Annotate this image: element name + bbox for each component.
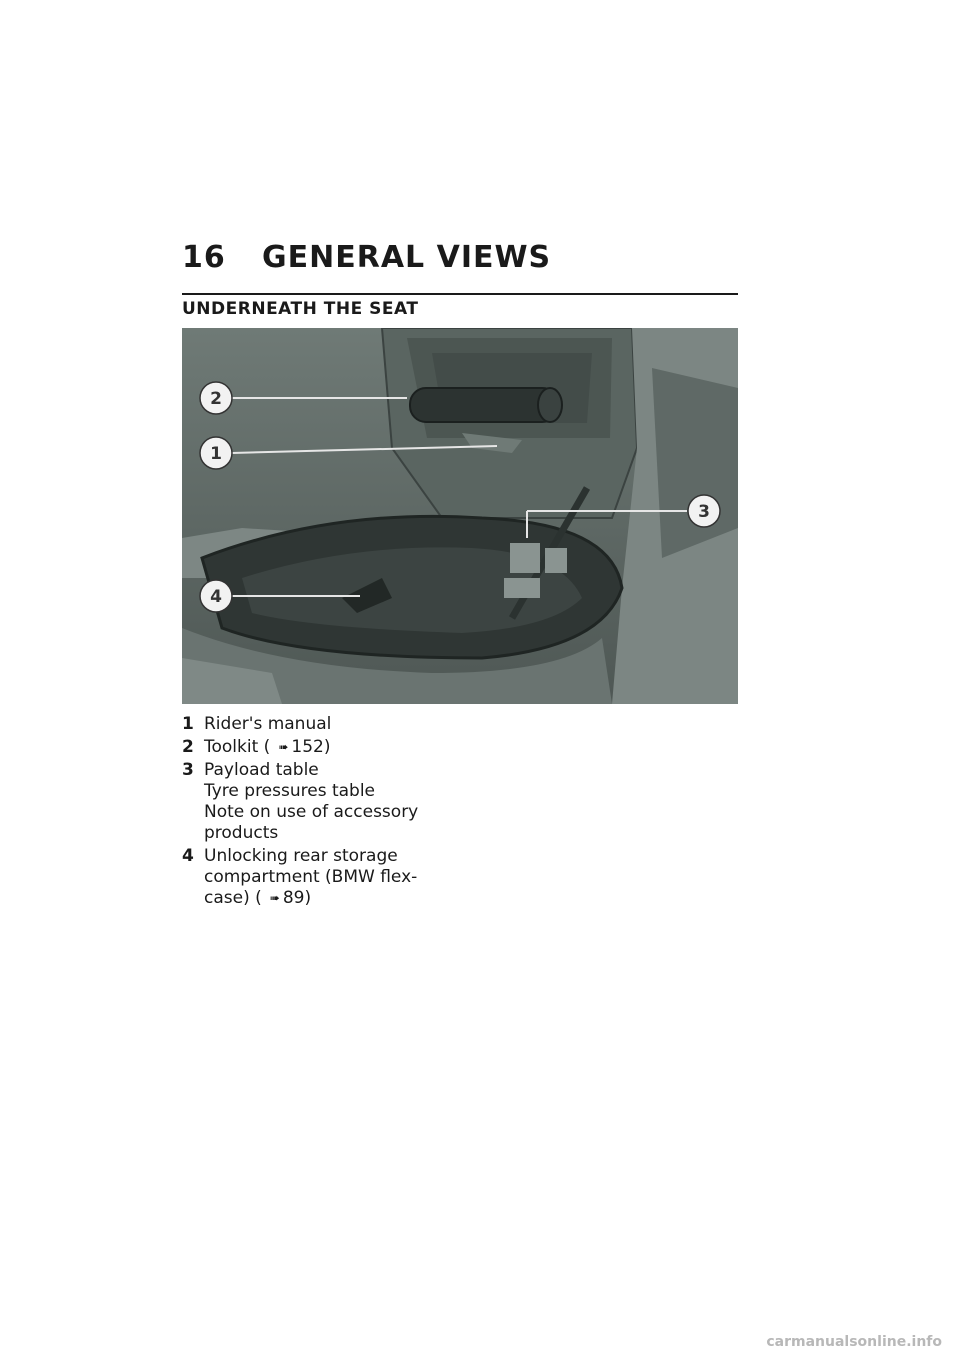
legend-item-4 (182, 846, 482, 909)
legend-number: 3 (182, 760, 194, 780)
callout-1 (200, 437, 232, 469)
callout-4 (200, 580, 232, 612)
legend-text: case) (204, 888, 250, 908)
legend-text: Toolkit (204, 737, 259, 757)
legend-text: Tyre pressures table (204, 781, 376, 801)
page-number: 16 (182, 240, 226, 275)
legend-text: Payload table (204, 760, 319, 780)
legend-text: Unlocking rear storage (204, 846, 398, 866)
page-reference[interactable]: ( ➠ 89) (255, 888, 312, 908)
header-rule (182, 293, 738, 295)
arrow-right-icon: ➠ (269, 891, 280, 905)
page-reference[interactable]: ( ➠ 152) (263, 737, 331, 757)
legend-text: Note on use of accessory (204, 802, 419, 822)
legend-text: Rider's manual (204, 714, 332, 734)
legend-number: 4 (182, 846, 194, 866)
watermark: carmanualsonline.info (766, 1334, 942, 1350)
legend-list (182, 714, 482, 911)
callout-2 (200, 382, 232, 414)
legend-text: products (204, 823, 279, 843)
legend-text: compartment (BMW flex- (204, 867, 418, 887)
chapter-title: GENERAL VIEWS (262, 240, 552, 275)
legend-item-1 (182, 714, 482, 735)
callout-3 (688, 495, 720, 527)
section-title: UNDERNEATH THE SEAT (182, 299, 419, 319)
seat-compartment-figure (182, 328, 738, 704)
reference-page: 152) (291, 737, 331, 757)
legend-item-2 (182, 737, 482, 758)
callout-1-label: 1 (210, 444, 222, 464)
page-header (182, 240, 738, 280)
callout-2-label: 2 (210, 389, 222, 409)
reference-page: 89) (282, 888, 312, 908)
callout-4-label: 4 (210, 587, 222, 607)
figure-illustration (182, 328, 738, 704)
callout-3-label: 3 (698, 502, 710, 522)
legend-number: 1 (182, 714, 194, 734)
arrow-right-icon: ➠ (278, 740, 289, 754)
legend-number: 2 (182, 737, 194, 757)
legend-item-3 (182, 760, 482, 844)
